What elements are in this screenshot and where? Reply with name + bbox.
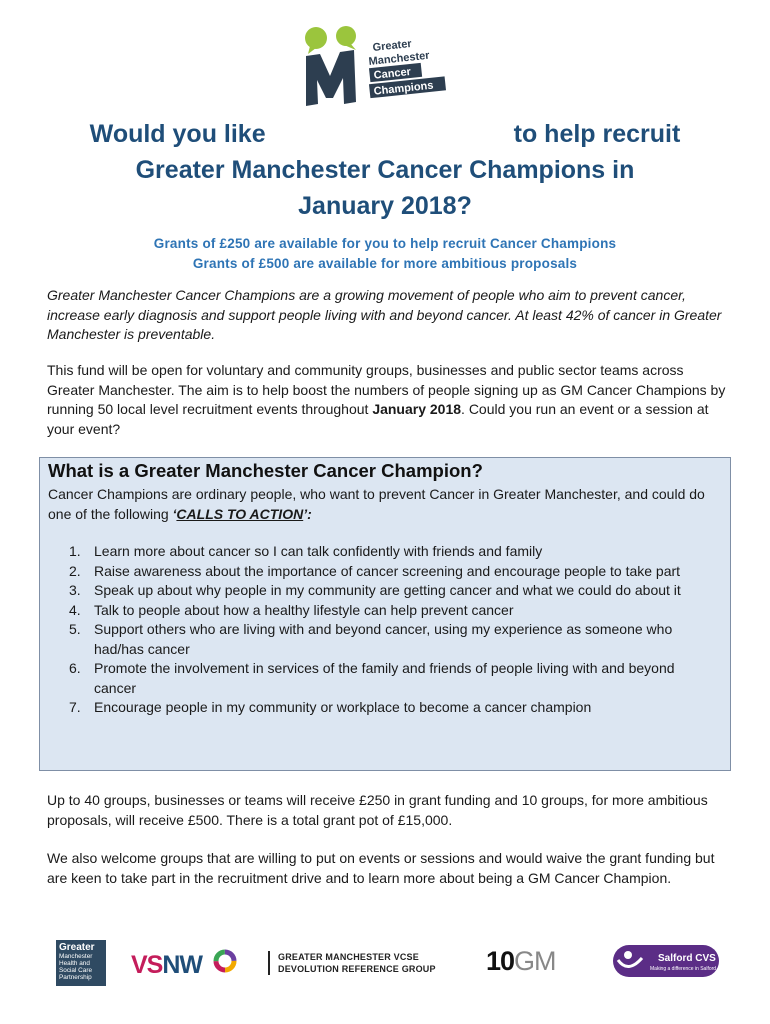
list-item: 4. Talk to people about how a healthy lifestyle can help prevent cancer	[69, 601, 514, 618]
list-item: 6. Promote the involvement in services of the family and friends of people living with and beyond cancer	[69, 660, 675, 696]
grants-subheading	[40, 234, 730, 274]
partner-logos	[0, 935, 770, 995]
greater-manchester-cancer-champions-logo	[300, 24, 450, 108]
fund-paragraph	[47, 361, 732, 439]
gm-vcse-logo: GREATER MANCHESTER VCSE DEVOLUTION REFERENCE GROUP	[268, 951, 436, 975]
headline-line2: Greater Manchester Cancer Champions in	[135, 156, 635, 184]
salford-cvs-logo	[612, 944, 720, 978]
grants-line1: Grants of £250 are available for you to help recruit Cancer Champions	[153, 236, 617, 251]
list-item: 5. Support others who are living with and beyond cancer, using my experience as someone who had/has cancer	[69, 621, 673, 657]
cancer-champion-info-box	[39, 457, 731, 771]
fund-text-after: . Could you run an event or a session at your event?	[47, 401, 709, 437]
box-intro-text: Cancer Champions are ordinary people, who want to prevent Cancer in Greater Manchester, and could do one of the following	[48, 486, 705, 522]
calls-to-action-list	[69, 542, 719, 718]
10gm-logo: 10GM	[486, 946, 556, 976]
gm-health-social-care-logo: Greater Manchester Health and Social Care Partnership	[56, 940, 106, 986]
list-item: 1. Learn more about cancer so I can talk confidently with friends and family	[69, 543, 543, 559]
list-item: 3. Speak up about why people in my community are getting cancer and what we could do about it	[69, 582, 681, 598]
headline-part1: Would you like	[89, 120, 266, 148]
fund-text-before: This fund will be open for voluntary and community groups, businesses and public sector teams across Greater Manchester. The aim is to help boost the numbers of people signing up as GM Cancer Champions by running 50 local level recruitment events throughout	[47, 362, 726, 417]
welcome-paragraph: We also welcome groups that are willing to put on events or sessions and would waive the grant funding but are keen to take part in the recruitment drive and to learn more about being a GM Cancer Champion.	[47, 850, 715, 886]
box-intro	[48, 485, 724, 524]
logo-line3: Cancer	[373, 65, 412, 82]
list-item: 2. Raise awareness about the importance of cancer screening and encourage people to take part	[69, 562, 681, 579]
headline-part2: to help recruit	[513, 120, 681, 148]
headline-line3: January 2018?	[298, 192, 472, 220]
vsnw-ring-icon	[213, 949, 237, 973]
grants-line2: Grants of £500 are available for more ambitious proposals	[192, 256, 578, 271]
list-item: 7. Encourage people in my community or workplace to become a cancer champion	[69, 699, 592, 715]
salford-tagline: Making a difference in Salford	[650, 966, 717, 972]
calls-to-action-label: ‘CALLS TO ACTION’:	[172, 505, 312, 522]
intro-paragraph: Greater Manchester Cancer Champions are a growing movement of people who aim to prevent cancer, increase early diagnosis and support people living with and beyond cancer. At least 42% of cancer in Greater Manchester is preventable.	[47, 287, 722, 342]
logo-line4: Champions	[373, 79, 434, 98]
box-title: What is a Greater Manchester Cancer Champion?	[48, 460, 483, 481]
vsnw-logo: VSNW	[131, 951, 203, 979]
grant-allocation-paragraph: Up to 40 groups, businesses or teams will receive £250 in grant funding and 10 groups, for more ambitious proposals, will receive £500. There is a total grant pot of £15,000.	[47, 792, 708, 828]
logo-line1: Greater	[372, 37, 413, 54]
page-title	[40, 116, 730, 224]
salford-name: Salford CVS	[658, 953, 716, 964]
logo-line2: Manchester	[368, 49, 431, 68]
fund-bold-date: January 2018	[372, 401, 462, 417]
